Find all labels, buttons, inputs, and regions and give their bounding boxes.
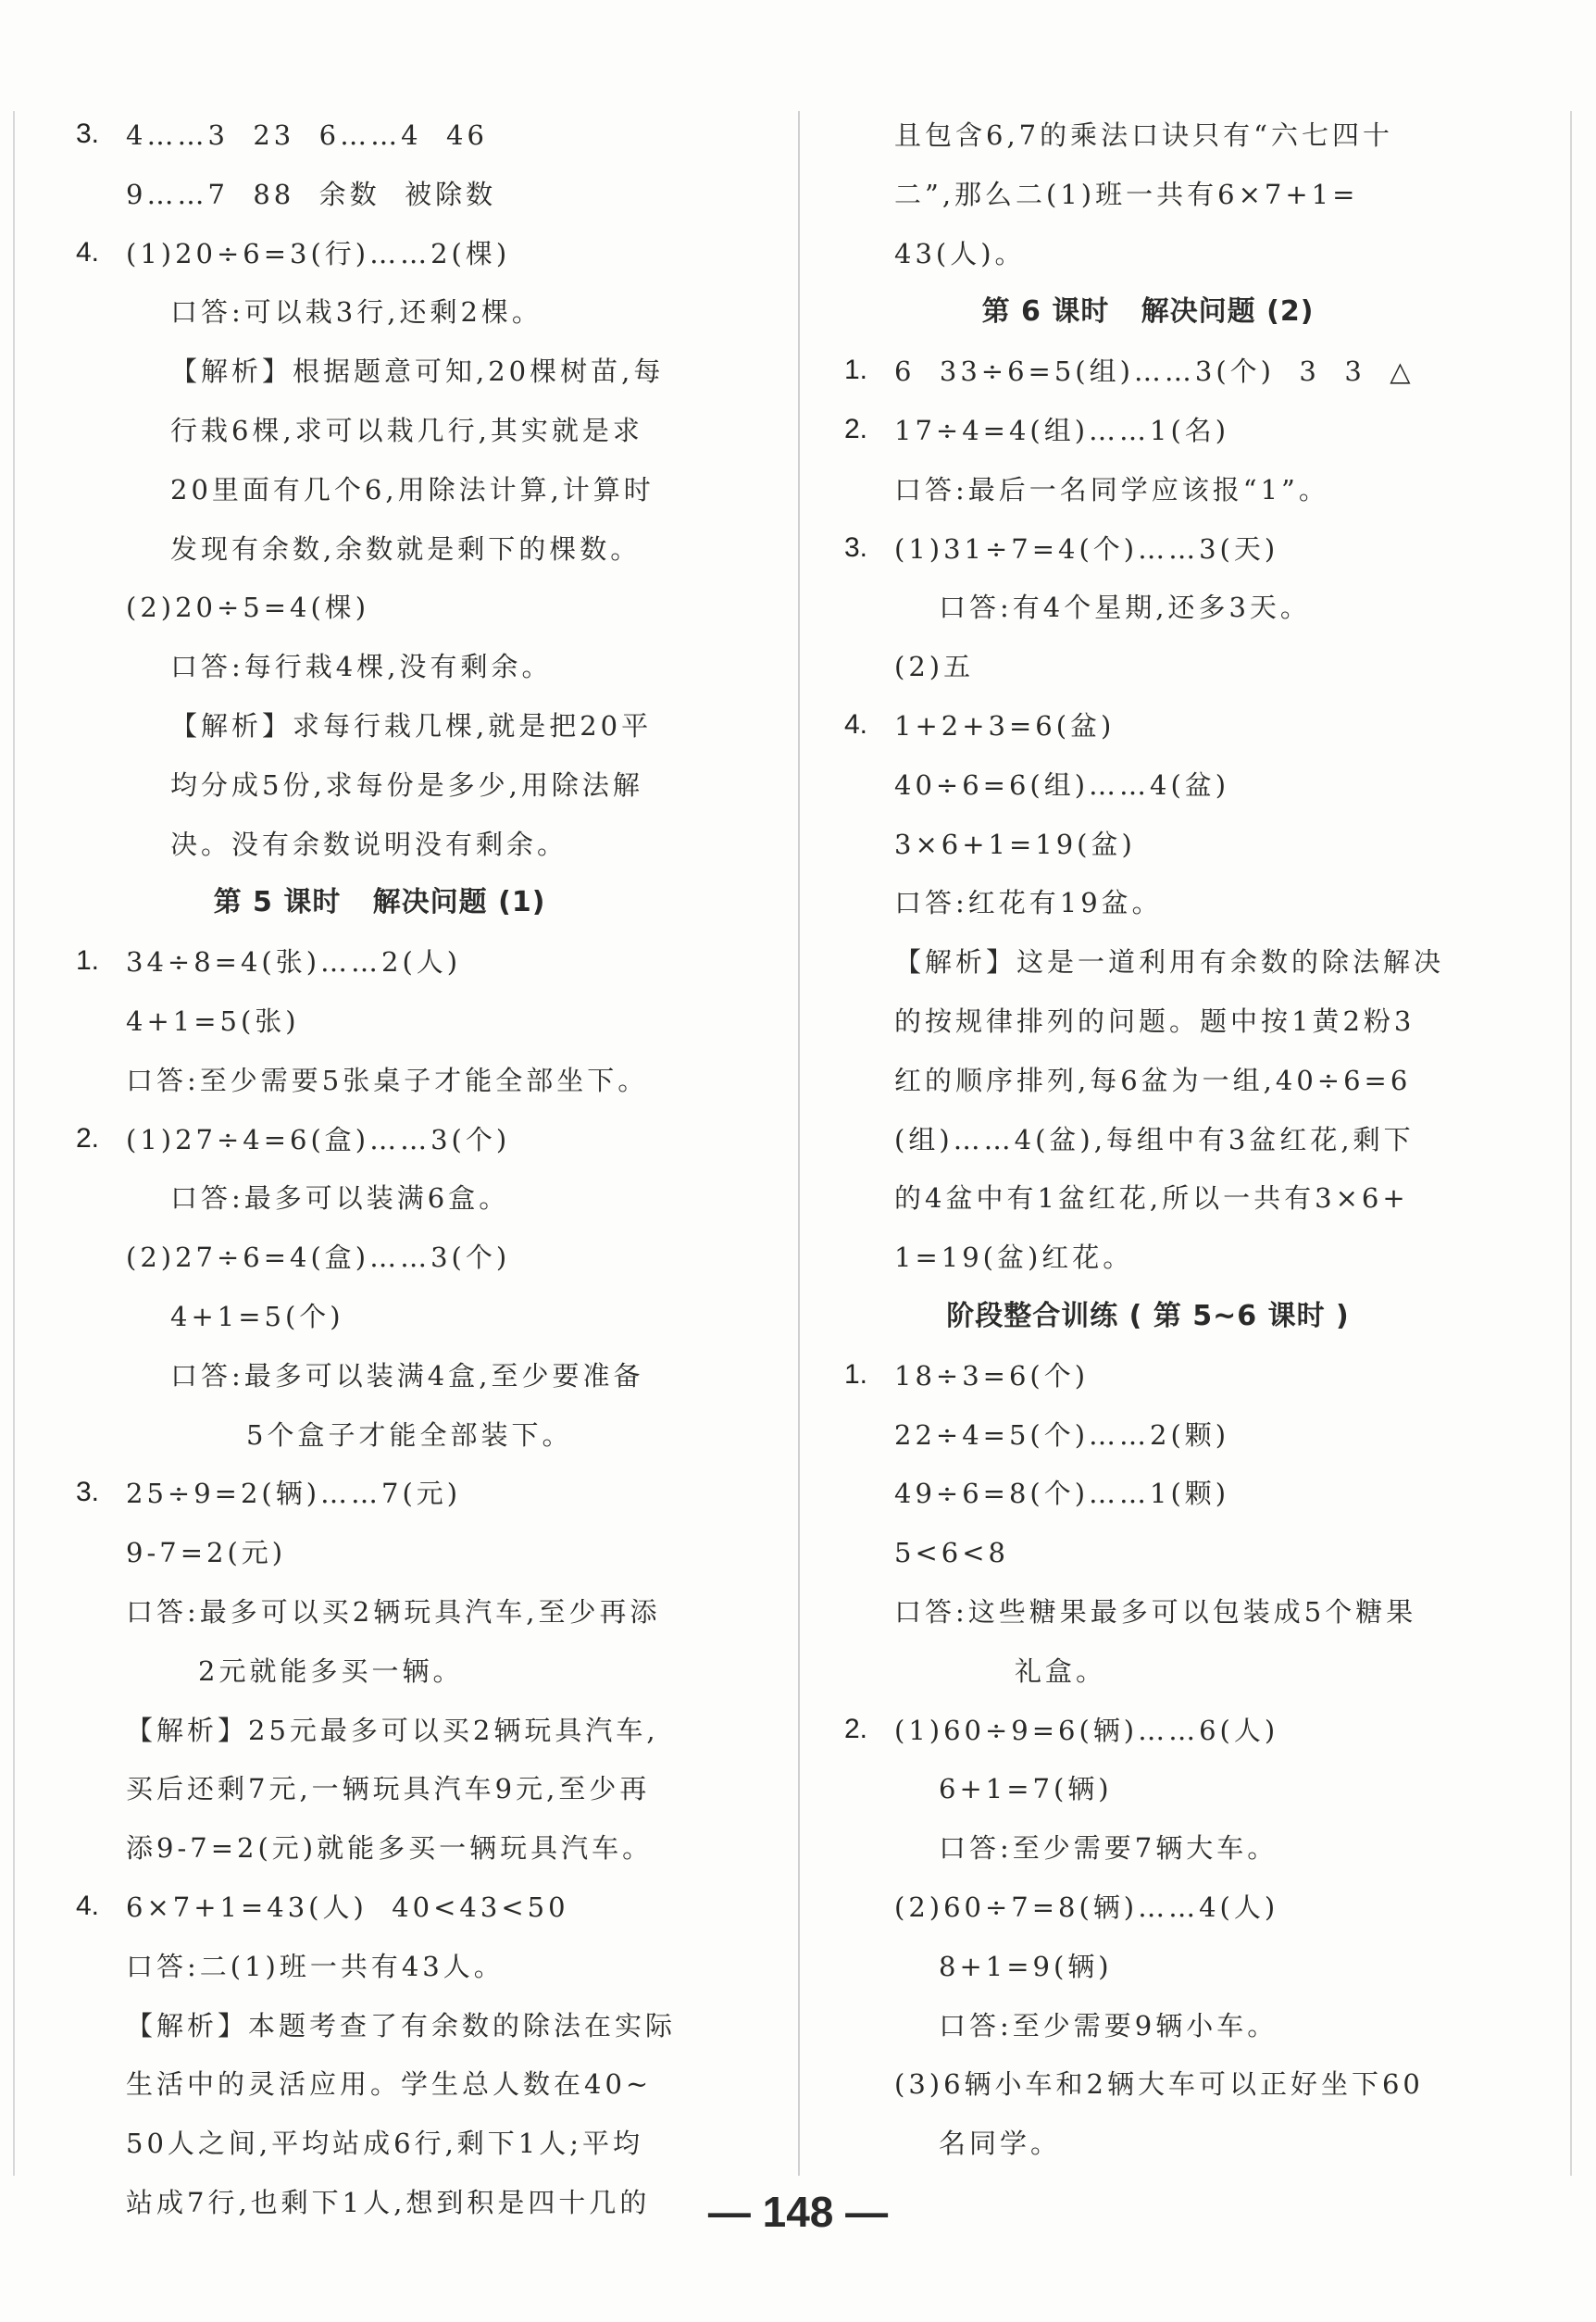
answer-line: 口答:二(1)班一共有43人。 — [126, 1950, 505, 1982]
item-number: 4. — [76, 236, 100, 268]
answer-line: 口答:这些糖果最多可以包装成5个糖果 — [894, 1596, 1417, 1628]
answer-line: 发现有余数,余数就是剩下的棵数。 — [170, 532, 642, 565]
item-number: 4. — [76, 1891, 100, 1921]
answer-line: 【解析】这是一道利用有余数的除法解决 — [894, 946, 1445, 979]
answer-line: 口答:有4个星期,还多3天。 — [939, 592, 1311, 624]
column-divider — [798, 111, 800, 2176]
answer-line: 4+1=5(个) — [170, 1301, 344, 1332]
answer-line: 礼盒。 — [1015, 1654, 1107, 1687]
answer-line: 9……7 88 余数 被除数 — [126, 178, 497, 210]
answer-line: 口答:最多可以装满4盒,至少要准备 — [170, 1359, 644, 1392]
item-number: 1. — [76, 945, 100, 977]
answer-line: 口答:至少需要9辆小车。 — [939, 2009, 1278, 2041]
right-margin-rule — [1570, 111, 1572, 2176]
item-number: 2. — [844, 414, 868, 444]
answer-line: 3×6+1=19(盆) — [894, 828, 1136, 860]
answer-line: (3)6辆小车和2辆大车可以正好坐下60 — [894, 2068, 1424, 2101]
item-text: (1)27÷4=6(盒)……3(个) — [126, 1123, 511, 1155]
item-text: 18÷3=6(个) — [894, 1359, 1090, 1392]
section-heading: 第 5 课时 解决问题 (1) — [213, 886, 546, 919]
item-text: 1+2+3=6(盆) — [894, 710, 1116, 742]
answer-line: 49÷6=8(个)……1(颗) — [894, 1478, 1230, 1510]
item-text: 6×7+1=43(人) 40<43<50 — [126, 1891, 569, 1923]
item-text: 34÷8=4(张)……2(人) — [126, 946, 462, 979]
answer-line: (组)……4(盆),每组中有3盆红花,剩下 — [894, 1123, 1415, 1155]
answer-line: 口答:可以栽3行,还剩2棵。 — [170, 296, 542, 329]
answer-line: 22÷4=5(个)……2(颗) — [894, 1418, 1230, 1451]
answer-line: (2)20÷5=4(棵) — [126, 592, 370, 624]
answer-line: 买后还剩7元,一辆玩具汽车9元,至少再 — [126, 1773, 651, 1805]
answer-line: 生活中的灵活应用。学生总人数在40~ — [126, 2068, 653, 2101]
item-text: (1)20÷6=3(行)……2(棵) — [126, 237, 511, 269]
answer-line: 口答:红花有19盆。 — [894, 887, 1163, 919]
answer-line: 均分成5份,求每份是多少,用除法解 — [170, 768, 643, 801]
answer-line: 的按规律排列的问题。题中按1黄2粉3 — [894, 1005, 1415, 1037]
answer-line: (2)60÷7=8(辆)……4(人) — [894, 1891, 1279, 1923]
answer-line: 二”,那么二(1)班一共有6×7+1= — [894, 178, 1359, 210]
item-number: 1. — [844, 1358, 868, 1390]
answer-line: 口答:最多可以买2辆玩具汽车,至少再添 — [126, 1596, 661, 1628]
answer-line: 20里面有几个6,用除法计算,计算时 — [170, 473, 655, 506]
answer-line: 【解析】根据题意可知,20棵树苗,每 — [170, 356, 665, 388]
item-text: 25÷9=2(辆)……7(元) — [126, 1478, 462, 1510]
answer-line: 名同学。 — [939, 2128, 1062, 2160]
answer-line: (2)五 — [894, 651, 975, 683]
answer-line: 4+1=5(张) — [126, 1005, 300, 1037]
answer-line: 8+1=9(辆) — [939, 1950, 1113, 1982]
answer-line: 口答:至少需要5张桌子才能全部坐下。 — [126, 1064, 649, 1096]
answer-line: 【解析】25元最多可以买2辆玩具汽车, — [126, 1714, 659, 1746]
answer-line: 口答:至少需要7辆大车。 — [939, 1832, 1278, 1865]
answer-line: 口答:最多可以装满6盒。 — [170, 1182, 510, 1215]
item-number: 3. — [76, 119, 100, 149]
answer-line: 站成7行,也剩下1人,想到积是四十几的 — [126, 2187, 651, 2218]
item-text: (1)31÷7=4(个)……3(天) — [894, 532, 1279, 565]
item-text: 4……3 23 6……4 46 — [126, 119, 488, 151]
answer-line: 且包含6,7的乘法口诀只有“六七四十 — [894, 119, 1393, 151]
answer-line: 5<6<8 — [894, 1537, 1009, 1569]
answer-line: 【解析】求每行栽几棵,就是把20平 — [170, 710, 653, 742]
answer-line: 决。没有余数说明没有剩余。 — [170, 828, 568, 860]
section-heading: 第 6 课时 解决问题 (2) — [981, 295, 1315, 329]
answer-line: 5个盒子才能全部装下。 — [246, 1418, 573, 1451]
item-text: 6 33÷6=5(组)……3(个) 3 3 △ — [894, 356, 1415, 388]
page-number: — 148 — — [707, 2188, 889, 2236]
answer-line: 40÷6=6(组)……4(盆) — [894, 768, 1230, 801]
answer-line: 9-7=2(元) — [126, 1537, 287, 1569]
answer-line: 的4盆中有1盆红花,所以一共有3×6+ — [894, 1182, 1409, 1215]
answer-line: 43(人)。 — [894, 237, 1026, 269]
answer-line: 50人之间,平均站成6行,剩下1人;平均 — [126, 2128, 644, 2160]
answer-line: 6+1=7(辆) — [939, 1773, 1113, 1805]
item-number: 2. — [844, 1713, 868, 1744]
item-number: 4. — [844, 709, 868, 740]
answer-line: 添9-7=2(元)就能多买一辆玩具汽车。 — [126, 1832, 654, 1865]
item-number: 2. — [76, 1122, 100, 1154]
item-number: 1. — [844, 355, 868, 386]
left-margin-rule — [13, 111, 15, 2176]
answer-line: 红的顺序排列,每6盆为一组,40÷6=6 — [894, 1064, 1412, 1096]
item-number: 3. — [844, 531, 868, 563]
answer-line: 【解析】本题考查了有余数的除法在实际 — [126, 2009, 677, 2041]
section-heading: 阶段整合训练 ( 第 5~6 课时 ) — [946, 1300, 1350, 1332]
answer-line: 口答:每行栽4棵,没有剩余。 — [170, 651, 553, 683]
answer-line: 行栽6棵,求可以栽几行,其实就是求 — [170, 415, 643, 446]
item-number: 3. — [76, 1477, 100, 1508]
answer-line: 1=19(盆)红花。 — [894, 1242, 1134, 1274]
item-text: (1)60÷9=6(辆)……6(人) — [894, 1714, 1279, 1746]
answer-line: 口答:最后一名同学应该报“1”。 — [894, 473, 1329, 506]
item-text: 17÷4=4(组)……1(名) — [894, 415, 1230, 446]
answer-line: (2)27÷6=4(盒)……3(个) — [126, 1242, 511, 1274]
answer-line: 2元就能多买一辆。 — [198, 1654, 464, 1687]
